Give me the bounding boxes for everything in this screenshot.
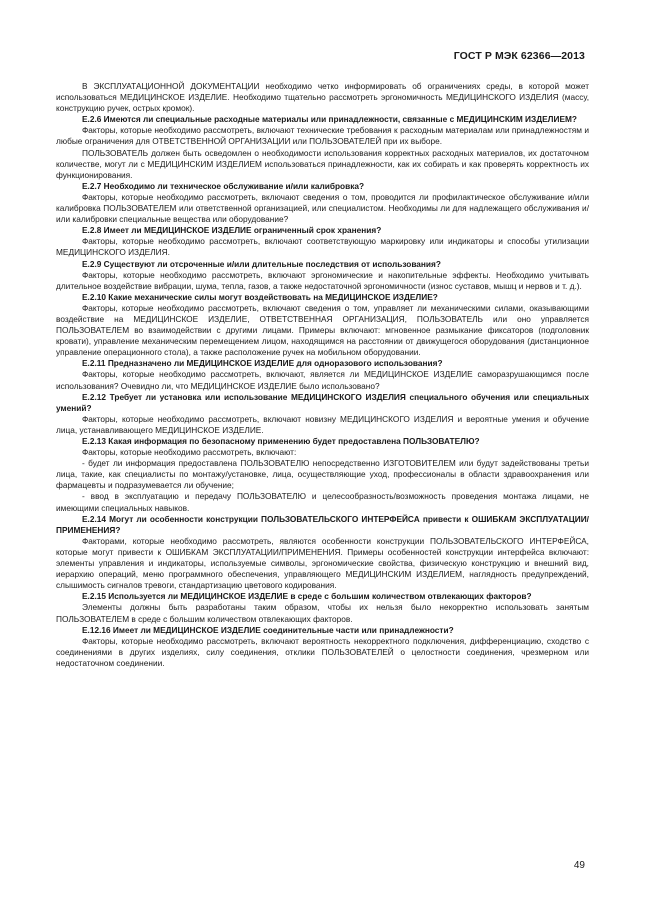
body-paragraph: Элементы должны быть разработаны таким образом, чтобы их нельзя было некорректно использовать занятым ПОЛЬЗОВАТЕЛЕМ в среде с большим количеством отвлекающих факторов. <box>56 602 589 624</box>
section-heading: Е.2.9 Существуют ли отсроченные и/или длительные последствия от использования? <box>82 258 441 269</box>
body-paragraph: Факторы, которые необходимо рассмотреть, включают новизну МЕДИЦИНСКОГО ИЗДЕЛИЯ и вероятные умения и обучение лица, устанавливающего МЕДИЦИНСКОЕ ИЗДЕЛИЕ. <box>56 413 589 435</box>
section-heading: Е.2.6 Имеются ли специальные расходные материалы или принадлежности, связанные с МЕДИЦИНСКИМ ИЗДЕЛИЕМ? <box>82 114 577 125</box>
document-body <box>56 81 589 669</box>
body-paragraph: Факторы, которые необходимо рассмотреть, включают, является ли МЕДИЦИНСКОЕ ИЗДЕЛИЕ саморазрушающимся после использования? Очевидно ли, что МЕДИЦИНСКОЕ ИЗДЕЛИЕ было использовано? <box>56 369 589 391</box>
body-paragraph: ПОЛЬЗОВАТЕЛЬ должен быть осведомлен о необходимости использования корректных расходных материалов, их достаточном количестве, могут ли с МЕДИЦИНСКИМ ИЗДЕЛИЕМ использоваться принадлежности, как их собирать и как проверять корректность их функционирования. <box>56 147 589 180</box>
section-heading: Е.2.11 Предназначено ли МЕДИЦИНСКОЕ ИЗДЕЛИЕ для одноразового использования? <box>82 358 443 369</box>
body-paragraph: Факторы, которые необходимо рассмотреть, включают соответствующую маркировку или индикаторы и способы утилизации МЕДИЦИНСКОГО ИЗДЕЛИЯ. <box>56 236 589 258</box>
body-paragraph: Факторы, которые необходимо рассмотреть, включают сведения о том, управляет ли механическими силами, оказывающими воздействие на МЕДИЦИНСКОЕ ИЗДЕЛИЕ, ОТВЕТСТВЕННАЯ ОРГАНИЗАЦИЯ, ПОЛЬЗОВАТЕЛЬ или оно управляется ПОЛЬЗОВАТЕЛЕМ во взаимодействии с другими лицами. Примеры включают: мгновенное размыкание фиксаторов (подголовник кровати), управление механическим перемещением лицом, находящимся на расстоянии от движущегося оборудования (дистанционное управление операционного стола), а также расположение ручек на мобильном оборудовании. <box>56 302 589 358</box>
body-paragraph: Факторы, которые необходимо рассмотреть, включают технические требования к расходным материалам или принадлежностям и любые ограничения для ОТВЕТСТВЕННОЙ ОРГАНИЗАЦИИ или ПОЛЬЗОВАТЕЛЕЙ при их выборе. <box>56 125 589 147</box>
page-number: 49 <box>573 860 585 871</box>
body-paragraph: Факторы, которые необходимо рассмотреть, включают: <box>82 447 297 458</box>
body-paragraph: Факторы, которые необходимо рассмотреть, включают эргономические и накопительные эффекты. Необходимо учитывать длительное воздействие вибрации, шума, тепла, газов, а также недостаточной эргономичности (износ суставов, мышц и нервов и т. д.). <box>56 269 589 291</box>
body-paragraph: Факторы, которые необходимо рассмотреть, включают вероятность некорректного подключения, дифференциацию, сходство с соединениями в других изделиях, силу соединения, отклики ПОЛЬЗОВАТЕЛЕЙ о целостности соединения, чрезмерном или недостаточном соединении. <box>56 635 589 668</box>
section-heading: Е.2.12 Требует ли установка или использование МЕДИЦИНСКОГО ИЗДЕЛИЯ специального обучения или специальных умений? <box>56 391 589 413</box>
body-paragraph: - ввод в эксплуатацию и передачу ПОЛЬЗОВАТЕЛЮ и целесообразность/возможность проведения монтажа лицами, не имеющими специальных навыков. <box>56 491 589 513</box>
section-heading: Е.2.13 Какая информация по безопасному применению будет предоставлена ПОЛЬЗОВАТЕЛЮ? <box>82 436 480 446</box>
section-heading: Е.2.14 Могут ли особенности конструкции ПОЛЬЗОВАТЕЛЬСКОГО ИНТЕРФЕЙСА привести к ОШИБКАМ ЭКСПЛУАТАЦИИ/ПРИМЕНЕНИЯ? <box>56 513 589 535</box>
section-heading: Е.2.8 Имеет ли МЕДИЦИНСКОЕ ИЗДЕЛИЕ ограниченный срок хранения? <box>82 225 382 236</box>
body-paragraph: Факторы, которые необходимо рассмотреть, включают сведения о том, проводится ли профилактическое обслуживание и/или калибровка ПОЛЬЗОВАТЕЛЕМ или ответственной организацией, или специалистом. Необходимы ли для надлежащего обслуживания и/или калибровки специальные вещества или оборудование? <box>56 191 589 225</box>
section-heading: Е.12.16 Имеет ли МЕДИЦИНСКОЕ ИЗДЕЛИЕ соединительные части или принадлежности? <box>82 624 454 635</box>
section-heading: Е.2.7 Необходимо ли техническое обслуживание и/или калибровка? <box>82 180 365 191</box>
body-paragraph: В ЭКСПЛУАТАЦИОННОЙ ДОКУМЕНТАЦИИ необходимо четко информировать об ограничениях среды, в которой может использоваться МЕДИЦИНСКОЕ ИЗДЕЛИЕ. Необходимо тщательно рассмотреть эргономичность МЕДИЦИНСКОГО ИЗДЕЛИЯ (массу, конструкцию ручек, острых кромок). <box>56 81 589 114</box>
section-heading: Е.2.15 Используется ли МЕДИЦИНСКОЕ ИЗДЕЛИЕ в среде с большим количеством отвлекающих факторов? <box>82 591 532 602</box>
body-paragraph: Факторами, которые необходимо рассмотреть, являются особенности конструкции ПОЛЬЗОВАТЕЛЬСКОГО ИНТЕРФЕЙСА, которые могут привести к ОШИБКАМ ЭКСПЛУАТАЦИИ/ПРИМЕНЕНИЯ. Примеры особенностей конструкции интерфейса включают: элементы управления и индикаторы, используемые символы, эргономические свойства, физическую конструкцию и внешний вид, иерархию операций, меню программного обеспечения, управляющего МЕДИЦИНСКИМ ИЗДЕЛИЕМ, наглядность предупреждений, слышимость сигналов тревоги, стандартизацию цветового кодирования. <box>56 535 589 591</box>
section-heading: Е.2.10 Какие механические силы могут воздействовать на МЕДИЦИНСКОЕ ИЗДЕЛИЕ? <box>82 291 438 302</box>
document-standard-id: ГОСТ Р МЭК 62366—2013 <box>453 50 585 62</box>
body-paragraph: - будет ли информация предоставлена ПОЛЬЗОВАТЕЛЮ непосредственно ИЗГОТОВИТЕЛЕМ или будут задействованы третьи лица, такие, как специалисты по монтажу/установке, лица, осуществляющие уход, профессионалы в области здравоохранения или фармацевты и подразумевается ли обучение; <box>56 458 589 491</box>
